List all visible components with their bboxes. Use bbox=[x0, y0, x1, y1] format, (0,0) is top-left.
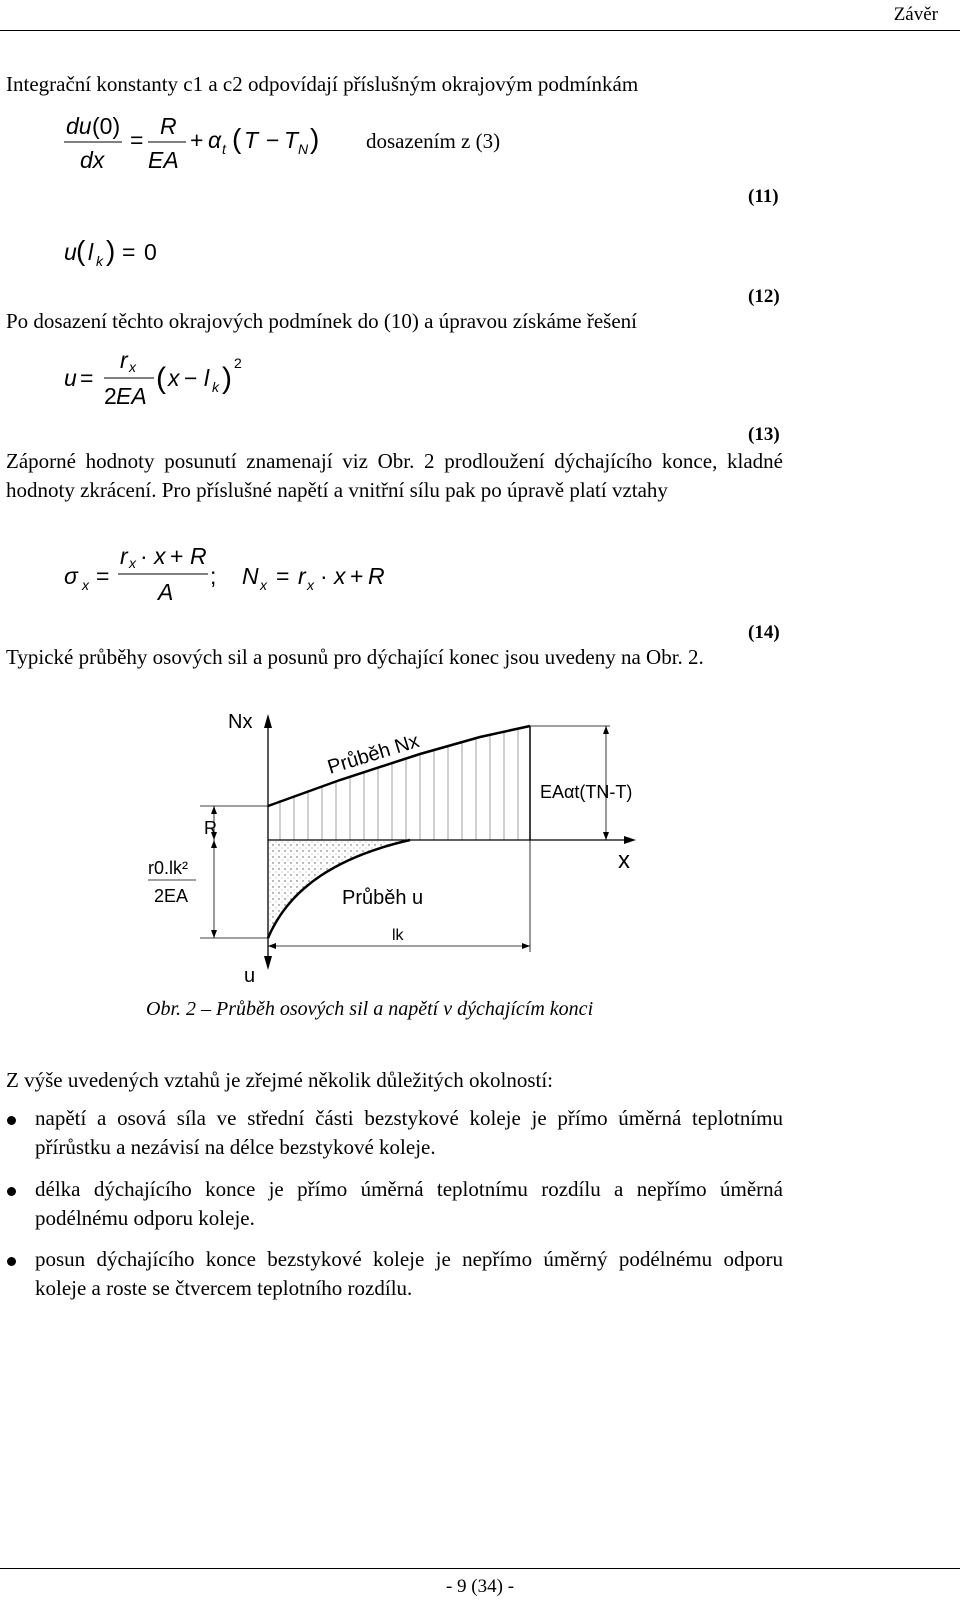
svg-text:=: = bbox=[122, 239, 136, 265]
paragraph-text: Typické průběhy osových sil a posunů pro dýchající konec jsou uvedeny na Obr. 2. bbox=[6, 645, 704, 669]
svg-text:x: x bbox=[154, 543, 166, 569]
bullet-icon bbox=[7, 1257, 16, 1266]
equation-14 bbox=[62, 542, 402, 613]
equation-11-note: dosazením z (3) bbox=[366, 129, 501, 153]
svg-text:2: 2 bbox=[104, 383, 117, 409]
svg-text:·: · bbox=[140, 543, 148, 569]
equation-11 bbox=[62, 108, 382, 178]
paragraph-negative-values bbox=[6, 447, 783, 505]
svg-text:x: x bbox=[260, 577, 267, 593]
svg-text:): ) bbox=[222, 362, 232, 395]
label-prubeh-nx: Průběh Nx bbox=[325, 730, 422, 779]
equation-14-graphic bbox=[62, 542, 402, 608]
svg-text:x: x bbox=[168, 365, 180, 391]
svg-text:x: x bbox=[307, 577, 314, 593]
bullet-item: délka dýchajícího konce je přímo úměrná teplotnímu rozdílu a nepřímo úměrná podélnému odporu koleje. bbox=[35, 1177, 783, 1230]
svg-text:u: u bbox=[64, 365, 77, 391]
svg-text:T: T bbox=[244, 127, 259, 153]
label-ea: EAαt(TN-T) bbox=[540, 782, 633, 802]
svg-text:T: T bbox=[284, 127, 299, 153]
svg-text:−: − bbox=[184, 365, 198, 391]
figure-2-diagram bbox=[140, 706, 680, 996]
page-header bbox=[0, 0, 960, 31]
bullet-item: posun dýchajícího konce bezstykové koleje je nepřímo úměrný podélnému odporu koleje a roste se čtvercem teplotního rozdílu. bbox=[35, 1247, 783, 1300]
label-prubeh-u: Průběh u bbox=[342, 887, 424, 909]
svg-text:r: r bbox=[298, 563, 306, 589]
svg-text:N: N bbox=[242, 563, 259, 589]
svg-text:=: = bbox=[130, 127, 144, 153]
svg-text:=: = bbox=[276, 563, 290, 589]
bullet-item: napětí a osová síla ve střední části bezstykové koleje je přímo úměrná teplotnímu přírůstku a nezávisí na délce bezstykové koleje. bbox=[35, 1106, 783, 1159]
paragraph-figure-ref bbox=[6, 643, 783, 672]
paragraph-integration-constants bbox=[6, 70, 786, 99]
figure-2 bbox=[140, 706, 680, 996]
svg-text:EA: EA bbox=[116, 383, 147, 409]
footer-rule bbox=[0, 1568, 960, 1569]
svg-text:l: l bbox=[88, 239, 94, 265]
svg-text:−: − bbox=[266, 127, 280, 153]
label-r0lk: r0.lk² bbox=[148, 858, 188, 878]
svg-text:2: 2 bbox=[234, 355, 242, 371]
label-nx: Nx bbox=[228, 711, 253, 733]
figure-caption: Obr. 2 – Průběh osových sil a napětí v dýchajícím konci bbox=[146, 998, 594, 1020]
equation-13-graphic bbox=[62, 350, 262, 412]
label-r: R bbox=[204, 818, 217, 838]
paragraph-text: Záporné hodnoty posunutí znamenají viz Obr. 2 prodloužení dýchajícího konce, kladné hodnoty zkrácení. Pro příslušné napětí a vnitřní sílu pak po úpravě platí vztahy bbox=[6, 449, 783, 502]
equation-number-12: (12) bbox=[748, 286, 780, 307]
equation-number-13: (13) bbox=[748, 424, 780, 445]
svg-text:+: + bbox=[170, 543, 184, 569]
label-x: x bbox=[618, 847, 630, 874]
paragraph-text: Z výše uvedených vztahů je zřejmé několik důležitých okolností: bbox=[6, 1068, 554, 1092]
svg-text:x: x bbox=[82, 577, 89, 593]
svg-text:R: R bbox=[160, 113, 177, 139]
label-u: u bbox=[244, 965, 256, 987]
svg-text:·: · bbox=[320, 563, 328, 589]
svg-text:k: k bbox=[96, 253, 103, 269]
svg-text:α: α bbox=[208, 127, 222, 153]
svg-text:l: l bbox=[204, 365, 210, 391]
svg-text:dx: dx bbox=[80, 147, 105, 173]
svg-text:r: r bbox=[120, 350, 128, 373]
svg-text:): ) bbox=[106, 235, 116, 266]
svg-text:du: du bbox=[66, 113, 92, 139]
paragraph-solution-intro bbox=[6, 307, 786, 336]
svg-text:(: ( bbox=[232, 123, 242, 154]
equation-boundary-graphic bbox=[62, 232, 182, 272]
svg-text:A: A bbox=[158, 579, 174, 605]
svg-text:;: ; bbox=[210, 563, 217, 589]
svg-text:=: = bbox=[80, 365, 94, 391]
equation-boundary bbox=[62, 232, 182, 277]
equation-13 bbox=[62, 350, 262, 417]
svg-text:x: x bbox=[129, 359, 136, 375]
svg-text:u: u bbox=[64, 239, 77, 265]
svg-text:0: 0 bbox=[144, 239, 157, 265]
svg-text:r: r bbox=[120, 543, 128, 569]
svg-text:σ: σ bbox=[64, 563, 78, 589]
svg-text:R: R bbox=[190, 543, 207, 569]
svg-text:=: = bbox=[96, 563, 110, 589]
equation-11-graphic bbox=[62, 108, 392, 180]
svg-text:(: ( bbox=[76, 235, 86, 266]
bullet-icon bbox=[7, 1187, 16, 1196]
equation-number-14: (14) bbox=[748, 622, 780, 643]
header-section-title: Závěr bbox=[893, 4, 938, 25]
paragraph-text: Integrační konstanty c1 a c2 odpovídají příslušným okrajovým podmínkám bbox=[6, 72, 639, 96]
page-number: - 9 (34) - bbox=[445, 1576, 515, 1597]
svg-text:EA: EA bbox=[148, 147, 179, 173]
paragraph-conclusions bbox=[6, 1066, 786, 1095]
equation-number-11: (11) bbox=[748, 186, 779, 207]
svg-text:(: ( bbox=[156, 362, 166, 395]
svg-text:x: x bbox=[129, 555, 136, 571]
svg-text:): ) bbox=[310, 123, 320, 154]
svg-text:x: x bbox=[334, 563, 346, 589]
label-lk: lk bbox=[392, 927, 404, 944]
label-2ea: 2EA bbox=[154, 886, 189, 906]
svg-text:R: R bbox=[368, 563, 385, 589]
svg-text:(0): (0) bbox=[92, 113, 121, 139]
svg-text:t: t bbox=[222, 141, 226, 157]
svg-text:+: + bbox=[190, 127, 204, 153]
paragraph-text: Po dosazení těchto okrajových podmínek do (10) a úpravou získáme řešení bbox=[6, 309, 637, 333]
svg-text:k: k bbox=[212, 379, 219, 395]
bullet-icon bbox=[7, 1116, 16, 1125]
svg-text:+: + bbox=[350, 563, 364, 589]
svg-text:N: N bbox=[298, 141, 309, 157]
